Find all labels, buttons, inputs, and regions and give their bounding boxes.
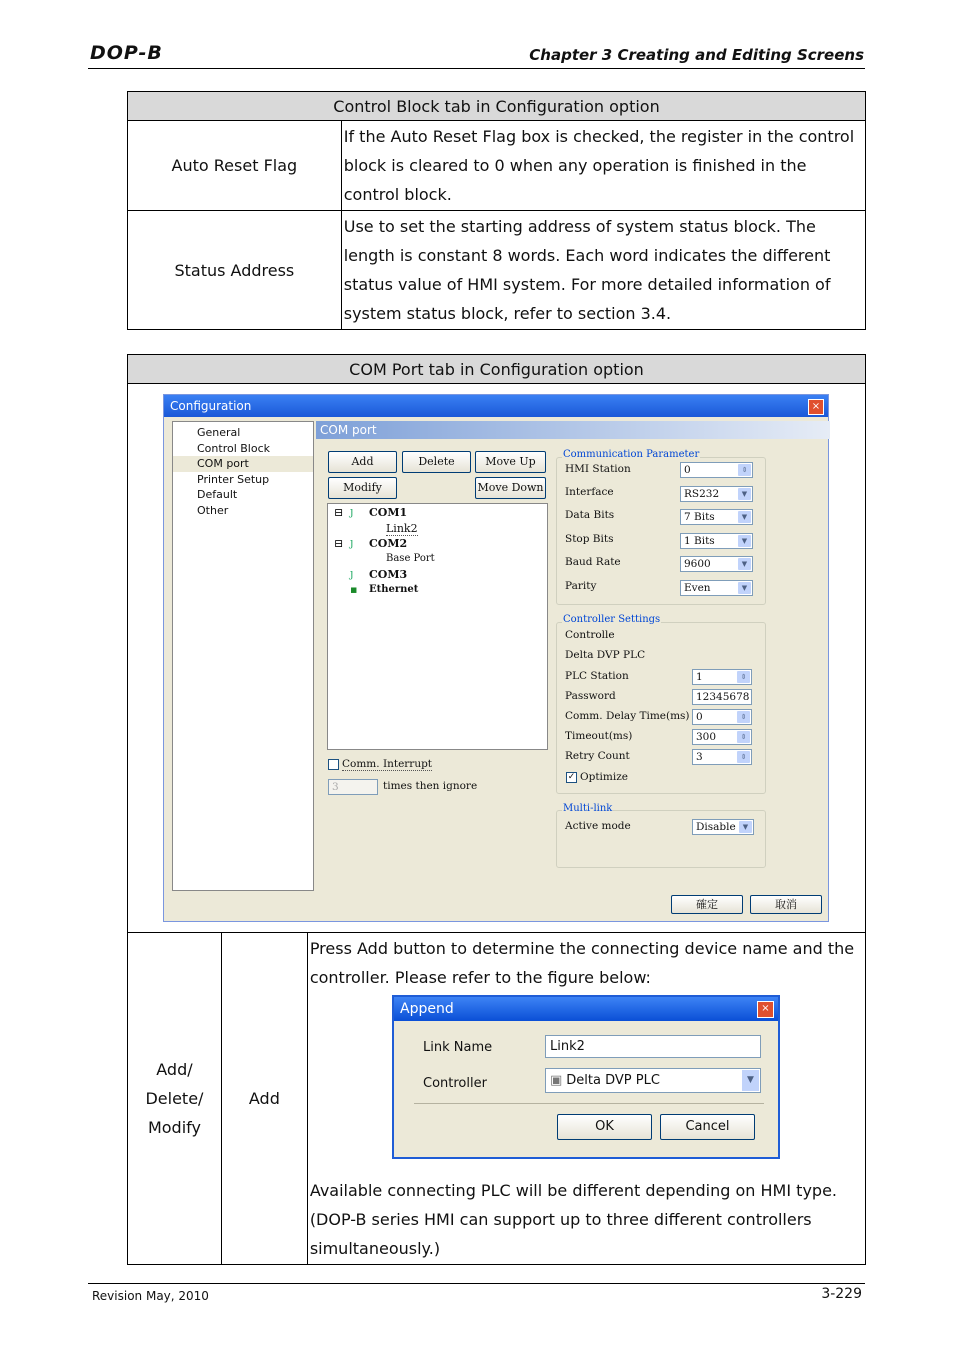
baud-rate-value: 9600 [684,558,711,570]
plc-icon: ▣ [550,1073,563,1088]
parity-label: Parity [565,580,597,592]
chevron-down-icon[interactable]: ▼ [742,1070,759,1091]
menu-item-printer-setup[interactable]: Printer Setup [197,472,270,486]
times-label: times then ignore [383,780,478,792]
parity-select[interactable] [680,580,753,596]
spin-icon[interactable]: ⇕ [737,671,750,683]
active-mode-label: Active mode [565,820,631,832]
comm-delay-label: Comm. Delay Time(ms) [565,710,690,722]
modify-button[interactable]: Modify [328,477,397,499]
comm-delay-stepper[interactable] [692,709,752,725]
spin-icon[interactable]: ⇕ [738,464,751,476]
controller-label: Controlle [565,629,615,641]
add-desc-before: Press Add button to determine the connecting device name and the controller. Please refer to the figure below: [309,939,855,987]
network-icon: ▪ [350,583,358,596]
chevron-down-icon[interactable]: ▼ [738,511,751,523]
controller-value: Delta DVP PLC [566,1073,660,1088]
add-button[interactable]: Add [328,451,397,473]
chapter-title: Chapter 3 Creating and Editing Screens [529,46,864,64]
plc-station-value: 1 [696,671,703,683]
times-stepper[interactable]: 3 [328,779,378,795]
data-bits-label: Data Bits [565,509,615,521]
configuration-dialog [163,394,829,922]
control-block-table [127,91,866,330]
multi-link-legend: Multi-link [563,803,613,814]
spin-icon[interactable]: ⇕ [737,731,750,743]
close-icon[interactable]: × [808,399,824,415]
stop-bits-value: 1 Bits [684,535,715,547]
row-desc-status-address: Use to set the starting address of system status block. The length is constant 8 words. Each word indicates the different status value of HMI system. For more detailed information of system status block, refer to section 3.4. [341,211,865,330]
spin-icon[interactable]: ⇕ [737,711,750,723]
delete-button[interactable]: Delete [402,451,471,473]
tree-com1[interactable]: COM1 [369,506,408,519]
plc-station-label: PLC Station [565,670,629,682]
port-icon: ȷ [350,567,354,580]
chevron-down-icon[interactable]: ▼ [738,535,751,547]
retry-count-stepper[interactable] [692,749,752,765]
move-down-button[interactable]: Move Down [475,477,546,499]
retry-count-value: 3 [696,751,703,763]
com-tree[interactable] [327,503,548,750]
active-mode-select[interactable] [692,819,754,835]
tree-base-port[interactable]: Base Port [386,553,435,564]
port-icon: ȷ [350,505,354,518]
controller-value: Delta DVP PLC [565,649,646,661]
append-dialog [392,995,780,1159]
page-number: 3-229 [821,1286,862,1302]
link-name-input[interactable]: Link2 [545,1035,761,1058]
controller-label: Controller [423,1076,487,1091]
table-title: COM Port tab in Configuration option [128,355,866,384]
optimize-label: Optimize [580,771,628,783]
ok-button[interactable]: OK [557,1114,652,1140]
revision-text: Revision May, 2010 [92,1289,209,1303]
link-name-label: Link Name [423,1040,493,1055]
hmi-station-value: 0 [684,464,691,476]
tree-ethernet[interactable]: Ethernet [369,584,419,595]
chevron-down-icon[interactable]: ▼ [739,821,752,833]
timeout-label: Timeout(ms) [565,730,633,742]
chevron-down-icon[interactable]: ▼ [738,488,751,500]
baud-rate-select[interactable] [680,556,753,572]
menu-item-com-port[interactable]: COM port [173,456,313,472]
menu-item-other[interactable]: Other [197,503,229,517]
parity-value: Even [684,582,711,594]
retry-count-label: Retry Count [565,750,630,762]
comm-interrupt-checkbox[interactable] [328,759,339,770]
footer-rule [88,1283,865,1284]
stop-bits-select[interactable] [680,533,753,549]
menu-item-general[interactable]: General [197,426,241,439]
config-menu [172,421,314,891]
row-name-status-address: Status Address [128,211,342,330]
stop-bits-label: Stop Bits [565,533,614,545]
baud-rate-label: Baud Rate [565,556,621,568]
collapse-icon[interactable]: ⊟ [334,506,344,519]
comm-delay-value: 0 [696,711,703,723]
hmi-station-stepper[interactable] [680,462,753,478]
row-desc-auto-reset-flag: If the Auto Reset Flag box is checked, the register in the control block is cleared to 0 when any operation is finished in the control block. [341,121,865,211]
add-desc-after: Available connecting PLC will be different depending on HMI type. (DOP-B series HMI can support up to three different controllers simultaneously.) [309,1181,837,1258]
active-mode-value: Disable [696,821,736,833]
password-field[interactable]: 12345678 [692,689,752,705]
plc-station-stepper[interactable] [692,669,752,685]
dialog-title: Configuration [164,395,828,417]
data-bits-value: 7 Bits [684,511,715,523]
interface-value: RS232 [684,488,720,500]
collapse-icon[interactable]: ⊟ [334,537,344,550]
row-name-auto-reset-flag: Auto Reset Flag [128,121,342,211]
comm-param-legend: Communication Parameter [563,449,700,460]
dop-b-logo: DOP-B [90,42,163,64]
row-item-label: Add [221,933,307,1265]
controller-select[interactable] [545,1068,761,1093]
interface-select[interactable] [680,486,753,502]
separator [414,1103,764,1104]
menu-item-control-block[interactable]: Control Block [197,441,271,455]
ok-button[interactable]: 確定 [671,895,743,914]
menu-item-default[interactable]: Default [197,488,238,501]
dialog-title: Append [394,997,778,1021]
controller-settings-group [556,622,766,794]
optimize-checkbox[interactable]: ✓ [567,772,576,782]
interface-label: Interface [565,486,614,498]
cancel-button[interactable]: 取消 [750,895,822,914]
row-group-label: Add/ Delete/ Modify [128,933,222,1265]
spin-icon[interactable]: ⇕ [737,751,750,763]
data-bits-select[interactable] [680,509,753,525]
chevron-down-icon[interactable]: ▼ [738,558,751,570]
panel-title: COM port [316,421,830,439]
port-icon: ȷ [350,536,354,549]
timeout-stepper[interactable] [692,729,752,745]
password-label: Password [565,690,616,702]
tree-link2[interactable]: Link2 [386,522,418,535]
close-icon[interactable]: × [757,1001,774,1018]
cancel-button[interactable]: Cancel [660,1114,755,1140]
tree-com2[interactable]: COM2 [369,537,408,550]
table-title: Control Block tab in Configuration option [128,92,866,121]
chevron-down-icon[interactable]: ▼ [738,582,751,594]
timeout-value: 300 [696,731,717,743]
comm-interrupt-label: Comm. Interrupt [342,758,433,770]
move-up-button[interactable]: Move Up [475,451,546,473]
hmi-station-label: HMI Station [565,463,631,475]
controller-settings-legend: Controller Settings [563,614,661,625]
tree-com3[interactable]: COM3 [369,568,408,581]
header-rule [88,68,865,69]
